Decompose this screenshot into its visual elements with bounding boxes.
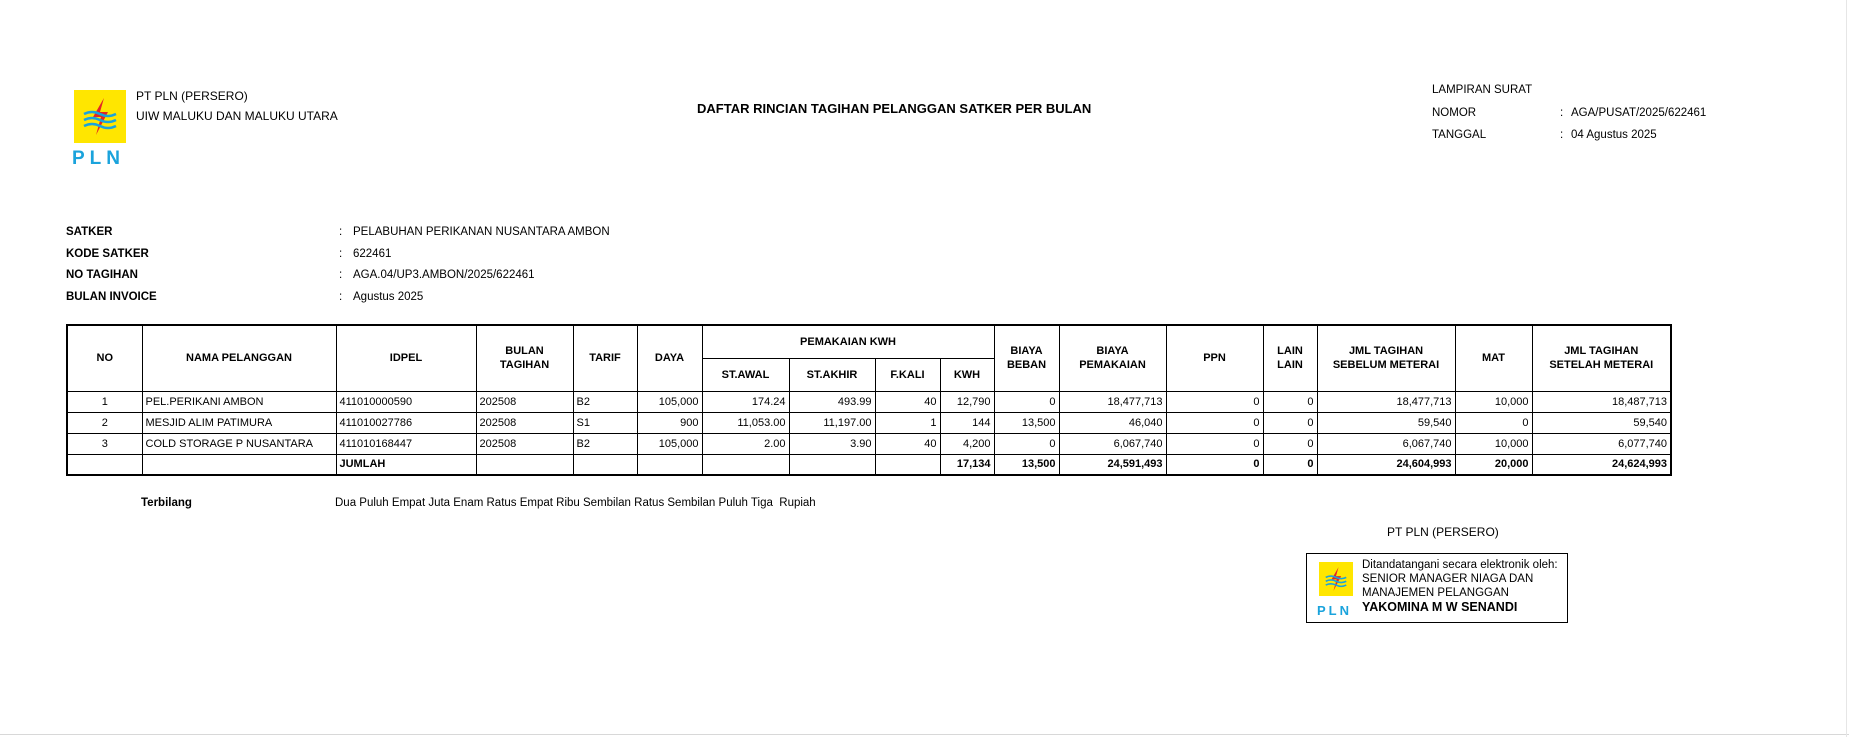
cell-ppn: 0 <box>1166 433 1263 454</box>
table-row <box>67 391 1671 412</box>
page-bottom-edge <box>0 734 1849 735</box>
cell-f-kali: 40 <box>875 433 940 454</box>
cell-jml-setelah: 6,077,740 <box>1532 433 1671 454</box>
cell-st-akhir: 3.90 <box>789 433 875 454</box>
cell-biaya-pemakaian: 46,040 <box>1059 412 1166 433</box>
lampiran-label: LAMPIRAN SURAT <box>1432 84 1533 96</box>
signer-name: YAKOMINA M W SENANDI <box>1362 600 1518 614</box>
col-lain-line-2: LAIN <box>1277 359 1303 372</box>
cell-st-awal: 174.24 <box>702 391 789 412</box>
cell-biaya-beban: 13,500 <box>994 412 1059 433</box>
cell-ppn: 0 <box>1166 412 1263 433</box>
cell-mat: 0 <box>1455 412 1532 433</box>
signature-line-3: MANAJEMEN PELANGGAN <box>1362 587 1509 599</box>
nomor-value: AGA/PUSAT/2025/622461 <box>1571 107 1707 119</box>
cell-jml-setelah: 59,540 <box>1532 412 1671 433</box>
col-bulan-line-1: BULAN <box>505 345 544 358</box>
col-biaya-pemakaian <box>1059 325 1166 391</box>
terbilang-label: Terbilang <box>141 497 192 509</box>
info-value: Agustus 2025 <box>353 291 424 303</box>
cell-mat: 10,000 <box>1455 433 1532 454</box>
cell-kwh: 144 <box>940 412 994 433</box>
company-line-1: PT PLN (PERSERO) <box>136 89 248 103</box>
billing-table <box>66 324 1672 476</box>
col-jml-setelah-meterai <box>1532 325 1671 391</box>
cell-bulan: 202508 <box>476 433 573 454</box>
cell-total-jml-sebelum: 24,604,993 <box>1317 454 1455 475</box>
cell-jml-sebelum: 59,540 <box>1317 412 1455 433</box>
cell-biaya-pemakaian: 6,067,740 <box>1059 433 1166 454</box>
cell-tarif: S1 <box>573 412 637 433</box>
col-daya: DAYA <box>637 325 702 391</box>
page-right-edge <box>1846 0 1847 737</box>
cell-total-label: JUMLAH <box>336 454 476 475</box>
col-biaya-pemakaian-line-2: PEMAKAIAN <box>1079 359 1146 372</box>
cell-empty <box>67 454 142 475</box>
signature-logo-text: PLN <box>1317 603 1352 618</box>
cell-bulan: 202508 <box>476 412 573 433</box>
tanggal-label: TANGGAL <box>1432 129 1487 141</box>
pln-logo <box>72 90 128 172</box>
tanggal-colon: : <box>1560 129 1564 141</box>
cell-nama: PEL.PERIKANI AMBON <box>142 391 336 412</box>
col-kwh: KWH <box>940 358 994 391</box>
e-signature-box <box>1306 553 1568 623</box>
cell-idpel: 411010168447 <box>336 433 476 454</box>
cell-total-lain: 0 <box>1263 454 1317 475</box>
col-f-kali: F.KALI <box>875 358 940 391</box>
col-st-awal: ST.AWAL <box>702 358 789 391</box>
col-biaya-beban-line-1: BIAYA <box>1010 345 1043 358</box>
cell-biaya-pemakaian: 18,477,713 <box>1059 391 1166 412</box>
cell-total-ppn: 0 <box>1166 454 1263 475</box>
company-name <box>136 86 338 126</box>
col-biaya-pemakaian-line-1: BIAYA <box>1096 345 1129 358</box>
cell-total-kwh: 17,134 <box>940 454 994 475</box>
info-value: 622461 <box>353 248 392 260</box>
cell-st-akhir: 11,197.00 <box>789 412 875 433</box>
col-nama-pelanggan: NAMA PELANGGAN <box>142 325 336 391</box>
cell-biaya-beban: 0 <box>994 391 1059 412</box>
col-jml-sebelum-line-2: SEBELUM METERAI <box>1332 359 1440 372</box>
cell-jml-setelah: 18,487,713 <box>1532 391 1671 412</box>
cell-daya: 105,000 <box>637 433 702 454</box>
table-row <box>67 412 1671 433</box>
cell-idpel: 411010027786 <box>336 412 476 433</box>
cell-lain: 0 <box>1263 391 1317 412</box>
cell-tarif: B2 <box>573 391 637 412</box>
info-colon: : <box>339 291 343 303</box>
company-line-2: UIW MALUKU DAN MALUKU UTARA <box>136 109 338 123</box>
cell-lain: 0 <box>1263 433 1317 454</box>
info-colon: : <box>339 248 343 260</box>
cell-total-biaya-pemakaian: 24,591,493 <box>1059 454 1166 475</box>
table-row <box>67 433 1671 454</box>
info-label: BULAN INVOICE <box>66 291 157 303</box>
cell-nama: COLD STORAGE P NUSANTARA <box>142 433 336 454</box>
satker-info <box>66 226 766 310</box>
pln-logo-text: PLN <box>72 148 125 169</box>
col-tarif: TARIF <box>573 325 637 391</box>
info-value: PELABUHAN PERIKANAN NUSANTARA AMBON <box>353 226 610 238</box>
cell-mat: 10,000 <box>1455 391 1532 412</box>
cell-st-akhir: 493.99 <box>789 391 875 412</box>
cell-nama: MESJID ALIM PATIMURA <box>142 412 336 433</box>
cell-jml-sebelum: 6,067,740 <box>1317 433 1455 454</box>
cell-daya: 900 <box>637 412 702 433</box>
pln-logo-emblem <box>74 90 126 143</box>
cell-daya: 105,000 <box>637 391 702 412</box>
cell-jml-sebelum: 18,477,713 <box>1317 391 1455 412</box>
cell-total-biaya-beban: 13,500 <box>994 454 1059 475</box>
terbilang-value: Dua Puluh Empat Juta Enam Ratus Empat Ribu Sembilan Ratus Sembilan Puluh Tiga Rupiah <box>335 497 816 509</box>
col-st-akhir: ST.AKHIR <box>789 358 875 391</box>
table-header-row <box>67 325 1671 358</box>
info-label: NO TAGIHAN <box>66 269 138 281</box>
cell-tarif: B2 <box>573 433 637 454</box>
info-colon: : <box>339 269 343 281</box>
tanggal-value: 04 Agustus 2025 <box>1571 129 1657 141</box>
col-mat: MAT <box>1455 325 1532 391</box>
info-label: KODE SATKER <box>66 248 149 260</box>
cell-f-kali: 1 <box>875 412 940 433</box>
col-bulan-line-2: TAGIHAN <box>499 359 550 372</box>
cell-f-kali: 40 <box>875 391 940 412</box>
info-label: SATKER <box>66 226 113 238</box>
cell-empty <box>875 454 940 475</box>
cell-bulan: 202508 <box>476 391 573 412</box>
document-title: DAFTAR RINCIAN TAGIHAN PELANGGAN SATKER PER BULAN <box>697 101 1092 116</box>
cell-empty <box>142 454 336 475</box>
col-bulan-tagihan <box>476 325 573 391</box>
nomor-label: NOMOR <box>1432 107 1477 119</box>
cell-lain: 0 <box>1263 412 1317 433</box>
cell-total-jml-setelah: 24,624,993 <box>1532 454 1671 475</box>
cell-ppn: 0 <box>1166 391 1263 412</box>
cell-idpel: 411010000590 <box>336 391 476 412</box>
cell-no: 2 <box>67 412 142 433</box>
info-colon: : <box>339 226 343 238</box>
col-jml-setelah-line-1: JML TAGIHAN <box>1564 345 1639 358</box>
col-biaya-beban-line-2: BEBAN <box>1006 359 1047 372</box>
signature-text <box>1362 558 1558 614</box>
col-lain-lain <box>1263 325 1317 391</box>
col-lain-line-1: LAIN <box>1277 345 1303 358</box>
cell-empty <box>476 454 573 475</box>
col-jml-sebelum-meterai <box>1317 325 1455 391</box>
col-jml-setelah-line-2: SETELAH METERAI <box>1549 359 1654 372</box>
col-no: NO <box>67 325 142 391</box>
table-total-row <box>67 454 1671 475</box>
cell-biaya-beban: 0 <box>994 433 1059 454</box>
col-ppn: PPN <box>1166 325 1263 391</box>
col-jml-sebelum-line-1: JML TAGIHAN <box>1348 345 1424 358</box>
info-value: AGA.04/UP3.AMBON/2025/622461 <box>353 269 535 281</box>
cell-no: 1 <box>67 391 142 412</box>
cell-empty <box>637 454 702 475</box>
col-biaya-beban <box>994 325 1059 391</box>
signature-line-2: SENIOR MANAGER NIAGA DAN <box>1362 573 1534 585</box>
cell-kwh: 4,200 <box>940 433 994 454</box>
signature-logo <box>1317 562 1353 620</box>
signature-logo-emblem <box>1319 562 1353 596</box>
cell-empty <box>789 454 875 475</box>
cell-st-awal: 11,053.00 <box>702 412 789 433</box>
cell-kwh: 12,790 <box>940 391 994 412</box>
cell-empty <box>573 454 637 475</box>
cell-empty <box>702 454 789 475</box>
col-pemakaian-kwh: PEMAKAIAN KWH <box>702 325 994 358</box>
signature-company: PT PLN (PERSERO) <box>1387 525 1499 539</box>
signature-line-1: Ditandatangani secara elektronik oleh: <box>1362 559 1558 571</box>
cell-total-mat: 20,000 <box>1455 454 1532 475</box>
nomor-colon: : <box>1560 107 1564 119</box>
cell-no: 3 <box>67 433 142 454</box>
col-idpel: IDPEL <box>336 325 476 391</box>
cell-st-awal: 2.00 <box>702 433 789 454</box>
letter-meta <box>1432 84 1752 154</box>
